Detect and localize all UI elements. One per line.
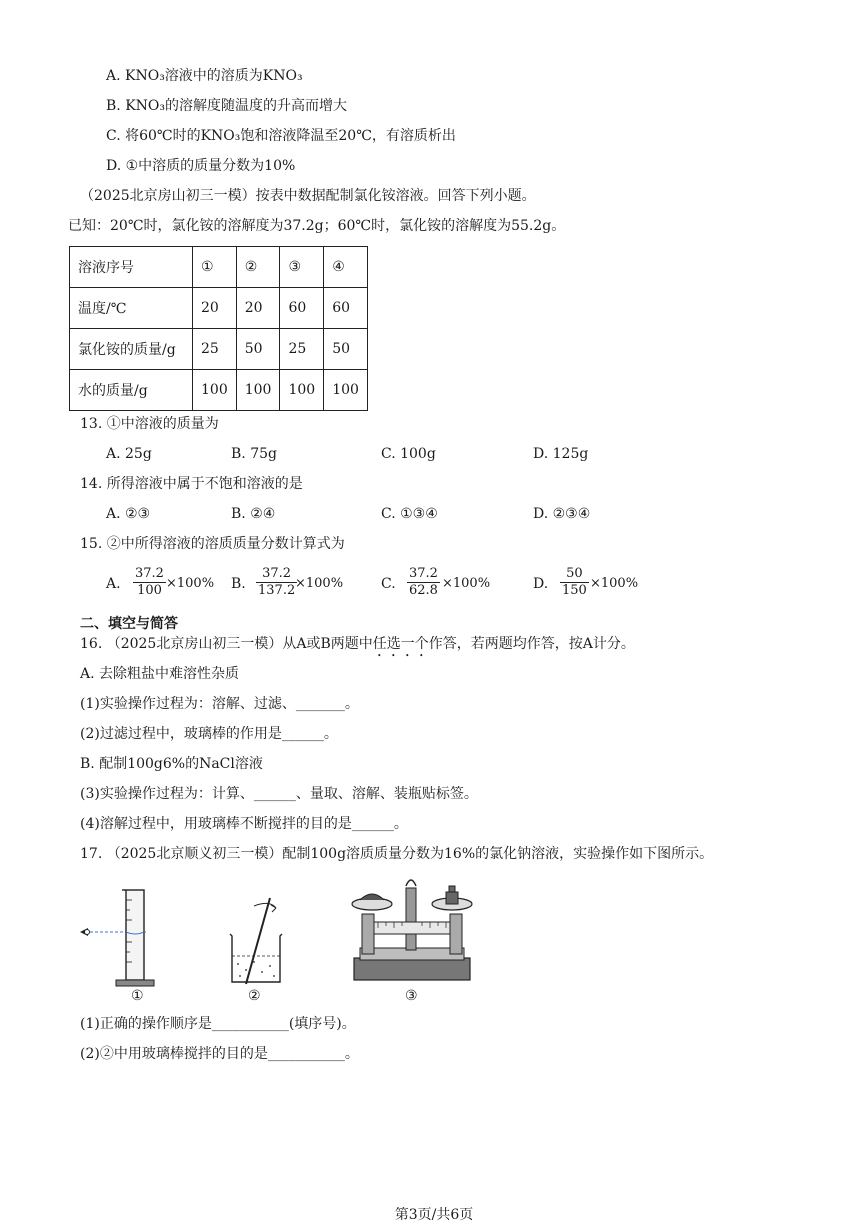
table-cell: 氯化铵的质量/g (70, 329, 193, 370)
balance-scale-figure (348, 874, 476, 986)
section-title: 二、填空与简答 (80, 616, 178, 632)
q16-b-title: B. 配制100g6%的NaCl溶液 (80, 756, 263, 772)
q14-option-a: A. ②③ (106, 506, 151, 522)
table-cell: 50 (324, 329, 368, 370)
q16-stem-emphasis: 任选一个 (372, 636, 429, 652)
fraction-numerator: 50 (560, 566, 589, 583)
figure-label-2: ② (248, 988, 261, 1004)
eye-icon (80, 928, 90, 936)
intro-line-2: 已知：20℃时，氯化铵的溶解度为37.2g；60℃时，氯化铵的溶解度为55.2g。 (68, 218, 566, 234)
table-cell: 100 (236, 370, 280, 411)
q13-option-c: C. 100g (381, 446, 436, 462)
q15-stem: 15. ②中所得溶液的溶质质量分数计算式为 (80, 536, 345, 552)
q16-stem-post: 作答，若两题均作答，按A计分。 (428, 636, 635, 652)
table-row (70, 370, 368, 411)
fraction-denominator: 150 (562, 583, 587, 598)
figure-label-3: ③ (405, 988, 418, 1004)
table-cell: 60 (280, 288, 324, 329)
q14-option-d: D. ②③④ (533, 506, 591, 522)
table-cell: ② (236, 247, 280, 288)
table-cell: 100 (193, 370, 237, 411)
graduated-cylinder-figure (76, 884, 160, 988)
q14-stem: 14. 所得溶液中属于不饱和溶液的是 (80, 476, 303, 492)
q15-option-a-tail: ×100% (166, 576, 215, 591)
q15-option-d-tail: ×100% (590, 576, 639, 591)
q15-option-d-fraction (560, 566, 589, 599)
q12-option-d: D. ①中溶质的质量分数为10% (106, 158, 296, 174)
q13-option-a: A. 25g (106, 446, 152, 462)
q17-part-2: (2)②中用玻璃棒搅拌的目的是___________。 (80, 1046, 359, 1062)
fraction-numerator: 37.2 (256, 566, 297, 583)
table-row (70, 329, 368, 370)
q15-option-c-label: C. (381, 576, 396, 592)
fraction-denominator: 137.2 (258, 583, 296, 598)
q15-option-c-fraction (407, 566, 440, 599)
q17-part-1: (1)正确的操作顺序是___________(填序号)。 (80, 1016, 356, 1032)
q15-option-b-label: B. (231, 576, 246, 592)
q16-stem (80, 634, 635, 660)
q15-option-a-fraction (133, 566, 166, 599)
q12-option-b: B. KNO₃的溶解度随温度的升高而增大 (106, 98, 347, 114)
q16-a-title: A. 去除粗盐中难溶性杂质 (80, 666, 240, 682)
table-cell: ① (193, 247, 237, 288)
q15-option-b-tail: ×100% (295, 576, 344, 591)
table-row (70, 288, 368, 329)
fraction-numerator: 37.2 (135, 566, 164, 581)
table-cell: 溶液序号 (70, 247, 193, 288)
q15-option-a-label: A. (106, 576, 121, 592)
page-number: 第3页/共6页 (394, 1207, 474, 1223)
intro-line-1: （2025北京房山初三一模）按表中数据配制氯化铵溶液。回答下列小题。 (80, 188, 536, 204)
q15-option-b-fraction (256, 566, 297, 599)
q16-b4: (4)溶解过程中，用玻璃棒不断搅拌的目的是______。 (80, 816, 408, 832)
figure-label-1: ① (131, 988, 144, 1004)
q13-option-d: D. 125g (533, 446, 589, 462)
q15-option-c-tail: ×100% (442, 576, 491, 591)
table-cell: 100 (280, 370, 324, 411)
table-cell: 温度/℃ (70, 288, 193, 329)
q14-option-b: B. ②④ (231, 506, 276, 522)
q14-option-c: C. ①③④ (381, 506, 438, 522)
table-cell: 60 (324, 288, 368, 329)
fraction-numerator: 37.2 (409, 566, 438, 581)
data-table (69, 246, 368, 411)
beaker-stirring-figure (224, 896, 288, 988)
fraction-denominator: 62.8 (409, 583, 438, 598)
q16-stem-pre: 16. （2025北京房山初三一模）从A或B两题中 (80, 636, 373, 652)
table-cell: 20 (236, 288, 280, 329)
table-cell: 100 (324, 370, 368, 411)
table-cell: ③ (280, 247, 324, 288)
q13-stem: 13. ①中溶液的质量为 (80, 416, 219, 432)
table-cell: 25 (280, 329, 324, 370)
fraction-denominator: 100 (137, 583, 162, 598)
table-cell: 50 (236, 329, 280, 370)
q16-a2: (2)过滤过程中，玻璃棒的作用是______。 (80, 726, 338, 742)
table-cell: ④ (324, 247, 368, 288)
table-row (70, 247, 368, 288)
q16-a1: (1)实验操作过程为：溶解、过滤、_______。 (80, 696, 359, 712)
table-cell: 20 (193, 288, 237, 329)
q12-option-a: A. KNO₃溶液中的溶质为KNO₃ (106, 68, 303, 84)
q16-b3: (3)实验操作过程为：计算、______、量取、溶解、装瓶贴标签。 (80, 786, 478, 802)
q17-stem: 17. （2025北京顺义初三一模）配制100g溶质质量分数为16%的氯化钠溶液，实验操作如下图所示。 (80, 846, 714, 862)
q13-option-b: B. 75g (231, 446, 277, 462)
q12-option-c: C. 将60℃时的KNO₃饱和溶液降温至20℃，有溶质析出 (106, 128, 456, 144)
table-cell: 25 (193, 329, 237, 370)
table-cell: 水的质量/g (70, 370, 193, 411)
q15-option-d-label: D. (533, 576, 549, 592)
